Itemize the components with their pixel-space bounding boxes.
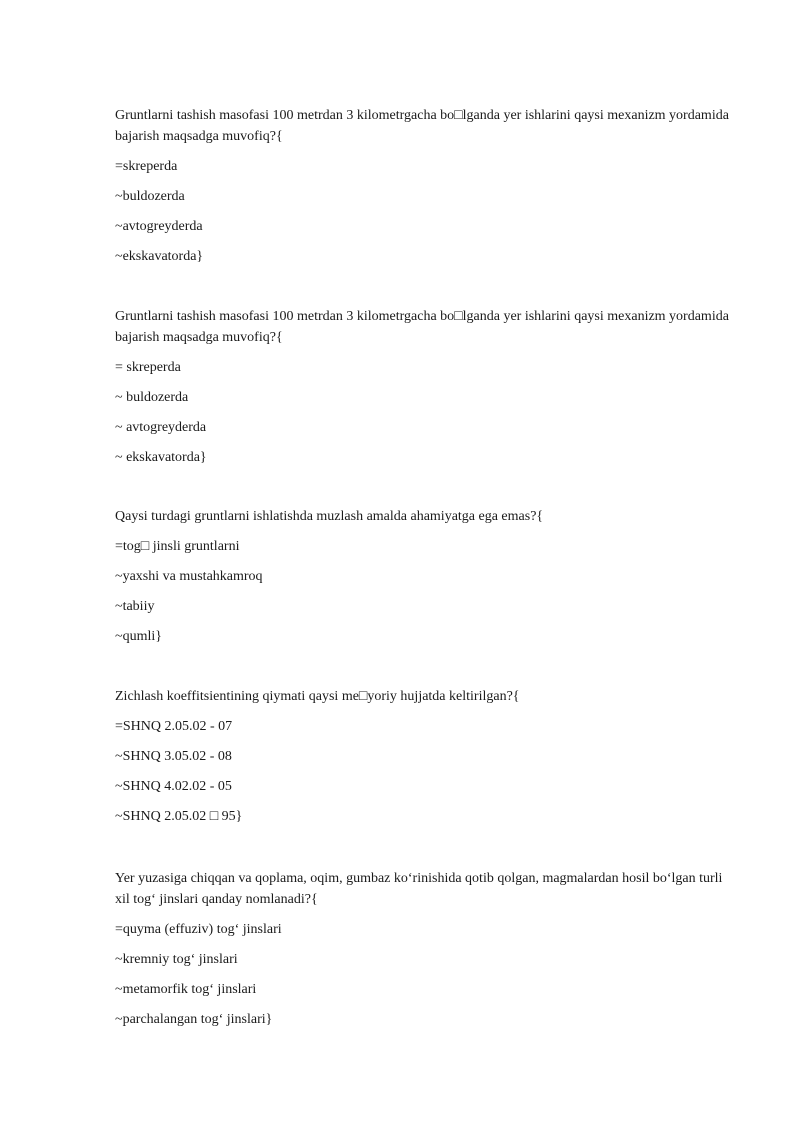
question-text: Gruntlarni tashish masofasi 100 metrdan 3 kilometrgacha bo□lganda yer ishlarini qaysi mexanizm yordamida bajarish maqsadga muvofiq?{	[115, 309, 729, 345]
answer-option-correct: =quyma (effuziv) tog‘ jinslari	[115, 922, 282, 937]
answer-option-correct: = skreperda	[115, 360, 181, 375]
answer-option: ~parchalangan tog‘ jinslari}	[115, 1012, 273, 1027]
answer-option-correct: =skreperda	[115, 159, 178, 174]
question-block	[115, 506, 735, 656]
answer-option: ~SHNQ 2.05.02 □ 95}	[115, 809, 243, 824]
answer-option-correct: =SHNQ 2.05.02 - 07	[115, 719, 233, 734]
answer-option: ~yaxshi va mustahkamroq	[115, 569, 263, 584]
answer-option: ~avtogreyderda	[115, 219, 203, 234]
question-block	[115, 686, 735, 836]
answer-option: ~tabiiy	[115, 599, 155, 614]
answer-option: ~kremniy tog‘ jinslari	[115, 952, 238, 967]
question-text: Gruntlarni tashish masofasi 100 metrdan 3 kilometrgacha bo□lganda yer ishlarini qaysi mexanizm yordamida bajarish maqsadga muvofiq?{	[115, 108, 729, 144]
answer-option: ~qumli}	[115, 629, 162, 644]
answer-option: ~SHNQ 3.05.02 - 08	[115, 749, 232, 764]
answer-option: ~ ekskavatorda}	[115, 450, 207, 465]
answer-option: ~SHNQ 4.02.02 - 05	[115, 779, 232, 794]
answer-option: ~ buldozerda	[115, 390, 189, 405]
answer-option: ~ avtogreyderda	[115, 420, 207, 435]
question-text: Zichlash koeffitsientining qiymati qaysi me□yoriy hujjatda keltirilgan?{	[115, 689, 520, 704]
question-block	[115, 306, 735, 477]
question-text: Qaysi turdagi gruntlarni ishlatishda muzlash amalda ahamiyatga ega emas?{	[115, 509, 544, 524]
answer-option: ~metamorfik tog‘ jinslari	[115, 982, 257, 997]
answer-option: ~ekskavatorda}	[115, 249, 204, 264]
question-block	[115, 105, 735, 276]
question-text: Yer yuzasiga chiqqan va qoplama, oqim, gumbaz ko‘rinishida qotib qolgan, magmalardan hosil bo‘lgan turli xil tog‘ jinslari qanday nomlanadi?{	[115, 871, 723, 907]
answer-option-correct: =tog□ jinsli gruntlarni	[115, 539, 240, 554]
answer-option: ~buldozerda	[115, 189, 185, 204]
question-block	[115, 868, 735, 1039]
